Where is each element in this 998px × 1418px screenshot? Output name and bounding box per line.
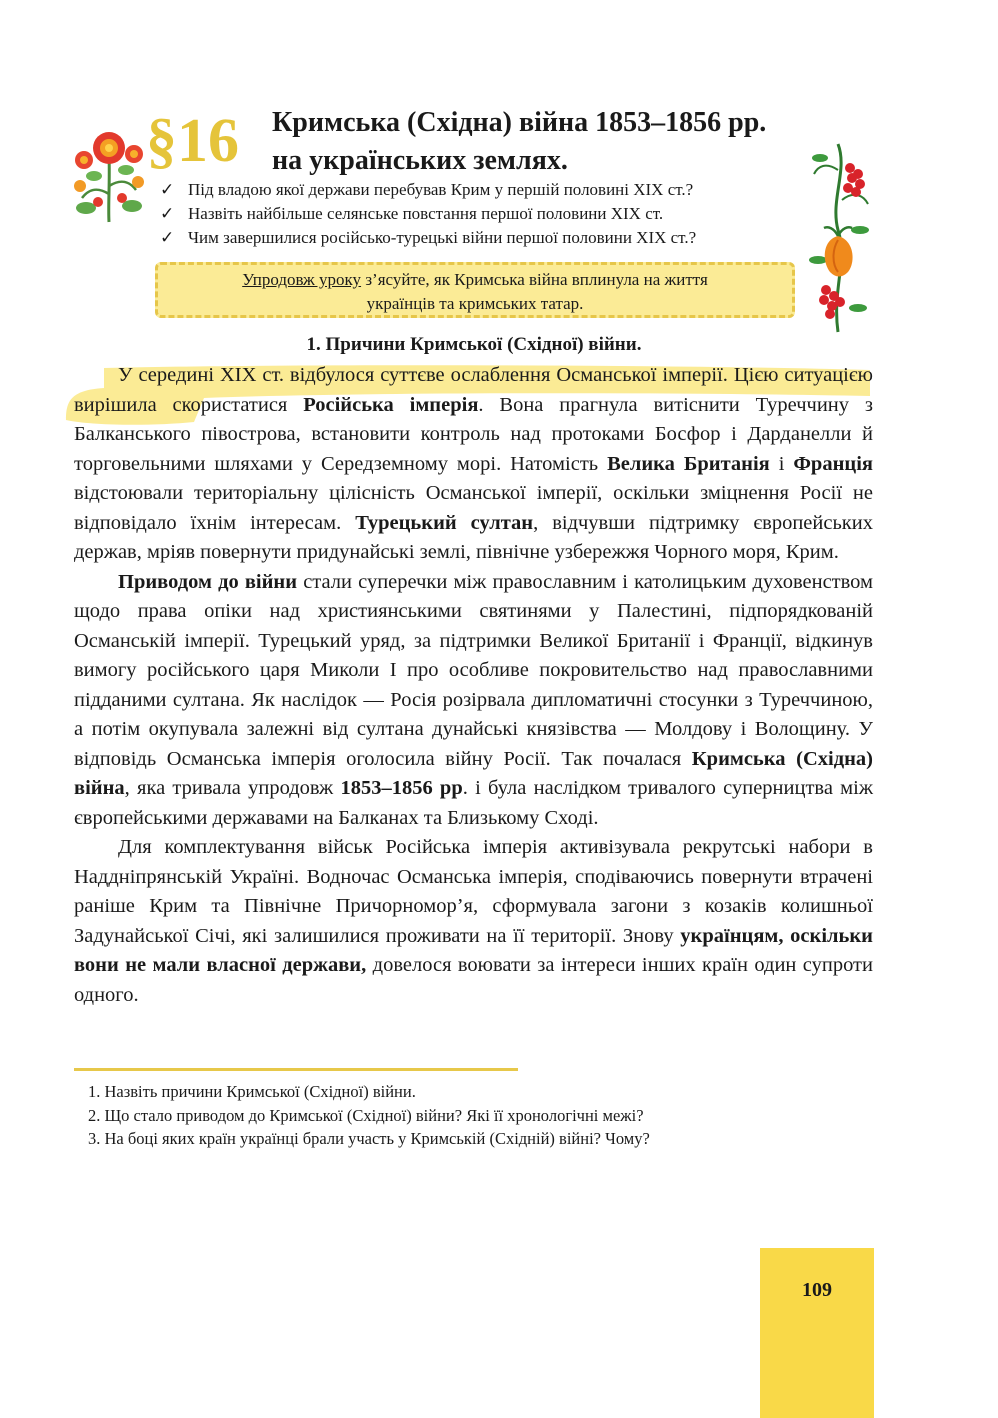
bold-term: Франція — [793, 452, 873, 475]
page-number-tab — [760, 1248, 874, 1418]
text-run: , відчувши підтримку європейських держав, мріяв повернути придунайські землі, північне узбережжя Чорного моря, Крим. — [74, 511, 873, 563]
list-item: 3. На боці яких країн українці брали участь у Кримській (Східній) війні? Чому? — [88, 1129, 650, 1148]
bold-term: Турецький султан — [355, 511, 534, 534]
list-item — [160, 178, 800, 202]
text-run: відстоювали територіальну цілісність Османської імперії, оскільки зміцнення Росії не відповідало їхнім інтересам. — [74, 482, 873, 534]
text-run: У середині XIX ст. відбулося суттєве ослаблення Османської імперії. Цією ситуацією вирішила скористатися — [74, 364, 873, 416]
list-item — [160, 202, 800, 226]
checkmark-icon: ✓ — [160, 204, 175, 223]
review-questions — [88, 1080, 868, 1151]
paragraph-number: §16 — [146, 107, 239, 175]
text-run: і — [769, 452, 794, 475]
title-line-1: Кримська (Східна) війна 1853–1856 рр. — [272, 107, 767, 138]
checkmark-icon: ✓ — [160, 180, 175, 199]
text-run: . Вона прагнула витіснити Туреччину з Балканського півострова, встановити контроль над протоками Босфор і Дарданелли й торговельними шляхами у Середземному морі. Натомість — [74, 393, 873, 475]
goal-prefix: Упродовж уроку — [242, 270, 362, 289]
paragraph-2 — [74, 568, 873, 834]
page-number: 109 — [802, 1279, 832, 1301]
bold-term: Кримська (Східна) війна — [74, 747, 873, 799]
divider — [74, 1068, 518, 1071]
text-run: . і була наслідком тривалого суперництва між європейськими державами на Балканах та Близькому Сході. — [74, 777, 874, 829]
bold-term: Велика Британія — [607, 452, 770, 475]
section-heading: 1. Причини Кримської (Східної) війни. — [306, 334, 642, 355]
text-run: Для комплектування військ Російська імперія активізувала рекрутські набори в Наддніпрянській Україні. Водночас Османська імперія, сподіваючись повернути втрачені раніше Крим та Північне Причорномор’я, сформувала загони з козаків колишньої Задунайської Січі, які залишилися проживати на її території. Знову — [74, 836, 873, 947]
list-item: 1. Назвіть причини Кримської (Східної) війни. — [88, 1082, 416, 1101]
body-text — [74, 361, 873, 1010]
list-item: 2. Що стало приводом до Кримської (Східної) війни? Які її хронологічні межі? — [88, 1105, 644, 1125]
paragraph-3 — [74, 833, 873, 1010]
bold-term: 1853–1856 рр — [340, 777, 463, 799]
warmup-questions — [160, 178, 800, 250]
page-title — [272, 104, 812, 180]
bold-term: Російська імперія — [303, 393, 479, 416]
paragraph-1 — [74, 361, 873, 568]
bold-term: українцям, оскільки вони не мали власної держави, — [74, 924, 873, 976]
question-text: Чим завершилися російсько-турецькі війни першої половини XIX ст.? — [188, 228, 697, 247]
floral-ornament-right-icon — [808, 140, 874, 336]
question-text: Під владою якої держави перебував Крим у першій половині XIX ст.? — [188, 180, 694, 199]
question-text: Назвіть найбільше селянське повстання першої половини XIX ст. — [188, 204, 664, 223]
text-run: , яка тривала упродовж — [124, 777, 341, 799]
checkmark-icon: ✓ — [160, 228, 175, 247]
text-run: довелося воювати за інтереси інших країн один супроти одного. — [74, 954, 873, 1006]
title-line-2: на українських землях. — [272, 145, 568, 176]
floral-ornament-left-icon — [68, 124, 150, 224]
goal-line1: з’ясуйте, як Кримська війна вплинула на життя — [361, 270, 708, 289]
lesson-goal-box — [155, 262, 795, 318]
bold-term: Приводом до війни — [118, 570, 298, 593]
list-item — [160, 226, 800, 250]
goal-line2: українців та кримських татар. — [366, 294, 584, 313]
text-run: стали суперечки між православним і католицьким духовенством щодо права опіки над християнськими святинями у Палестині, підпорядкованій Османській імперії. Турецький уряд, за підтримки Великої Британії і Франції, відкинув вимогу російського царя Миколи І про особливе покровительство над православними підданими султана. Як наслідок — Росія розірвала дипломатичні стосунки з Туреччиною, а потім окупувала залежні від султана дунайські князівства — Молдову і Волощину. У відповідь Османська імперія оголосила війну Росії. Так почалася — [74, 570, 874, 770]
